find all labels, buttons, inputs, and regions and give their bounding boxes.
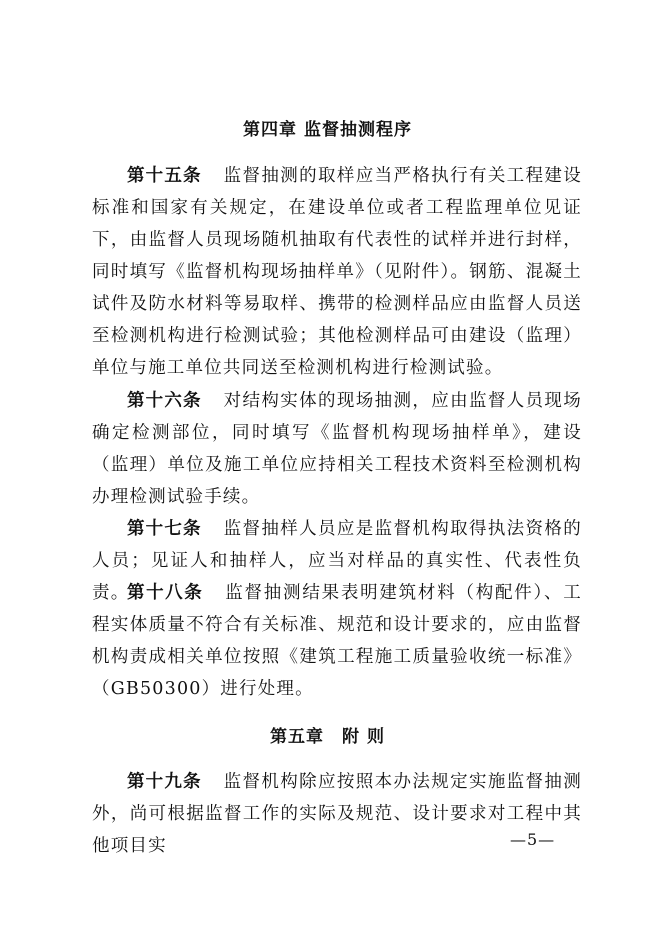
article-16-text: 对结构实体的现场抽测，应由监督人员现场确定检测部位，同时填写《监督机构现场抽样单》，建设（监理）单位及施工单位应持相关工程技术资料至检测机构办理检测试验手续。 — [92, 391, 582, 507]
article-19 — [92, 766, 582, 862]
chapter-4-title: 第四章 监督抽测程序 — [243, 120, 412, 140]
chapter-5-name: 附 则 — [342, 727, 385, 747]
article-18-text: 监督抽测结果表明建筑材料（构配件）、工程实体质量不符合有关标准、规范和设计要求的，应由监督机构责成相关单位按照《建筑工程施工质量验收统一标准》（GB50300）进行处理。 — [92, 583, 582, 699]
article-18 — [92, 577, 582, 705]
article-16 — [92, 385, 582, 513]
page-number: —5— — [510, 830, 556, 849]
article-19-text: 监督机构除应按照本办法规定实施监督抽测外，尚可根据监督工作的实际及规范、设计要求对工程中其他项目实 — [92, 772, 582, 856]
chapter-5-number: 第五章 — [270, 727, 325, 747]
article-18-label: 第十八条 — [127, 583, 204, 603]
article-17-text: 监督抽样人员应是监督机构取得执法资格的人员；见证人和抽样人，应当对样品的真实性、代表性负责。 — [92, 519, 582, 603]
article-15 — [92, 160, 582, 384]
article-16-label: 第十六条 — [127, 391, 202, 411]
article-19-label: 第十九条 — [127, 772, 202, 792]
article-17-label: 第十七条 — [127, 519, 202, 539]
article-15-text: 监督抽测的取样应当严格执行有关工程建设标准和国家有关规定，在建设单位或者工程监理单位见证下，由监督人员现场随机抽取有代表性的试样并进行封样，同时填写《监督机构现场抽样单》（见附件）。钢筋、混凝土试件及防水材料等易取样、携带的检测样品应由监督人员送至检测机构进行检测试验；其他检测样品可由建设（监理）单位与施工单位共同送至检测机构进行检测试验。 — [92, 166, 582, 378]
article-15-label: 第十五条 — [127, 166, 202, 186]
chapter-5-title — [0, 725, 655, 749]
